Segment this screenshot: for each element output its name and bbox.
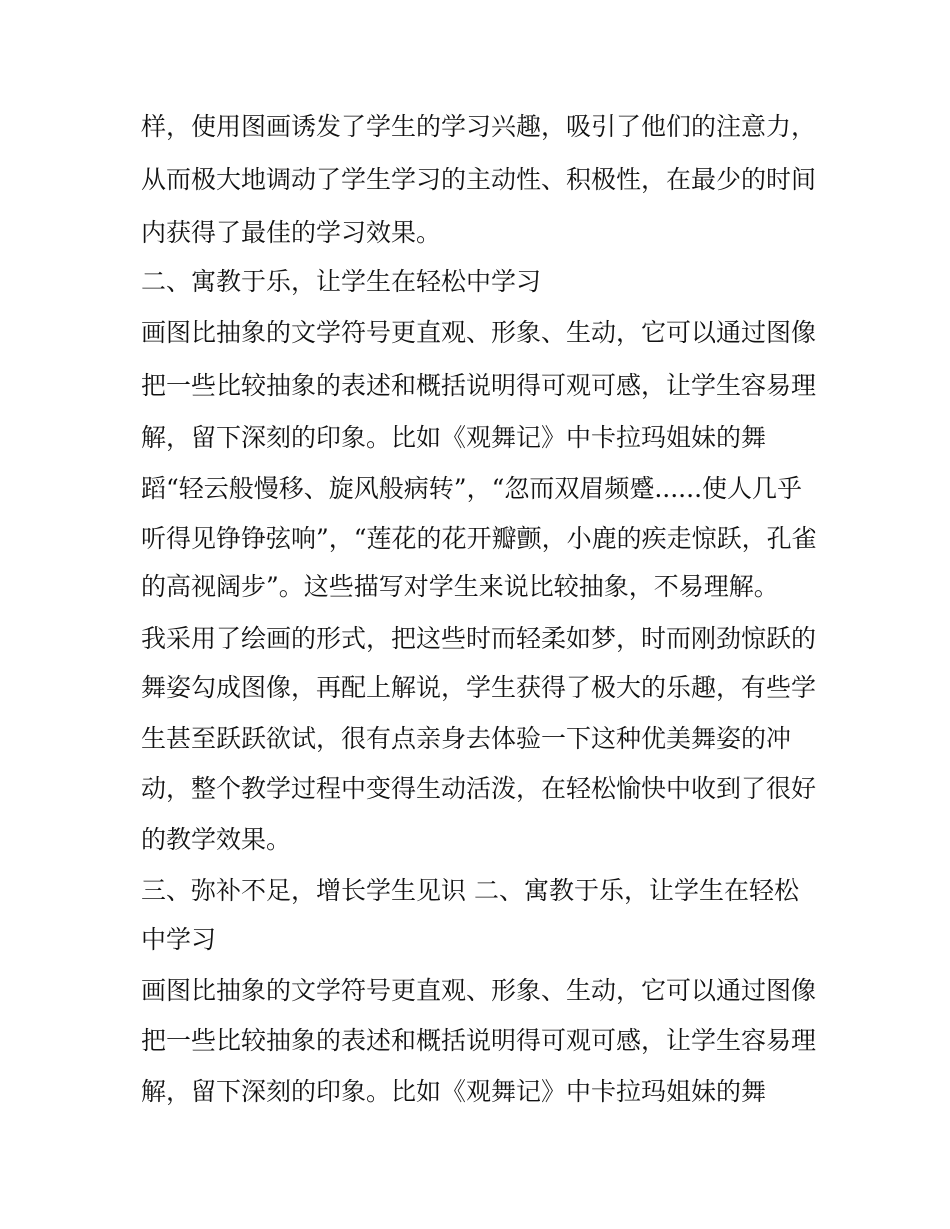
text-line: 的高视阔步”。这些描写对学生来说比较抽象，不易理解。: [141, 572, 779, 601]
text-line: 样，使用图画诱发了学生的学习兴趣，吸引了他们的注意力，: [141, 112, 817, 141]
section-heading: 二、寓教于乐，让学生在轻松中学习: [141, 267, 542, 296]
text-line: 从而极大地调动了学生学习的主动性、积极性，在最少的时间: [141, 165, 817, 194]
text-line: 听得见铮铮弦响”，“莲花的花开瓣颤，小鹿的疾走惊跃，孔雀: [141, 524, 817, 553]
text-line: 蹈“轻云般慢移、旋风般病转”，“忽而双眉频蹙......使人几乎: [141, 474, 803, 503]
text-line: 把一些比较抽象的表述和概括说明得可观可感，让学生容易理: [141, 1026, 817, 1055]
text-line: 画图比抽象的文学符号更直观、形象、生动，它可以通过图像: [141, 318, 817, 347]
text-line: 生甚至跃跃欲试，很有点亲身去体验一下这种优美舞姿的冲: [141, 724, 792, 753]
text-line: 解，留下深刻的印象。比如《观舞记》中卡拉玛姐妹的舞: [141, 1077, 767, 1106]
text-line: 舞姿勾成图像，再配上解说，学生获得了极大的乐趣，有些学: [141, 673, 817, 702]
text-line: 解，留下深刻的印象。比如《观舞记》中卡拉玛姐妹的舞: [141, 423, 767, 452]
text-line: 中学习: [141, 925, 217, 954]
text-line: 把一些比较抽象的表述和概括说明得可观可感，让学生容易理: [141, 371, 817, 400]
text-line: 内获得了最佳的学习效果。: [141, 218, 442, 247]
text-line: 画图比抽象的文学符号更直观、形象、生动，它可以通过图像: [141, 976, 817, 1005]
text-line: 动，整个教学过程中变得生动活泼，在轻松愉快中收到了很好: [141, 774, 817, 803]
section-heading: 三、弥补不足，增长学生见识 二、寓教于乐，让学生在轻松: [141, 876, 799, 905]
text-line: 我采用了绘画的形式，把这些时而轻柔如梦，时而刚劲惊跃的: [141, 624, 817, 653]
text-line: 的教学效果。: [141, 825, 292, 854]
